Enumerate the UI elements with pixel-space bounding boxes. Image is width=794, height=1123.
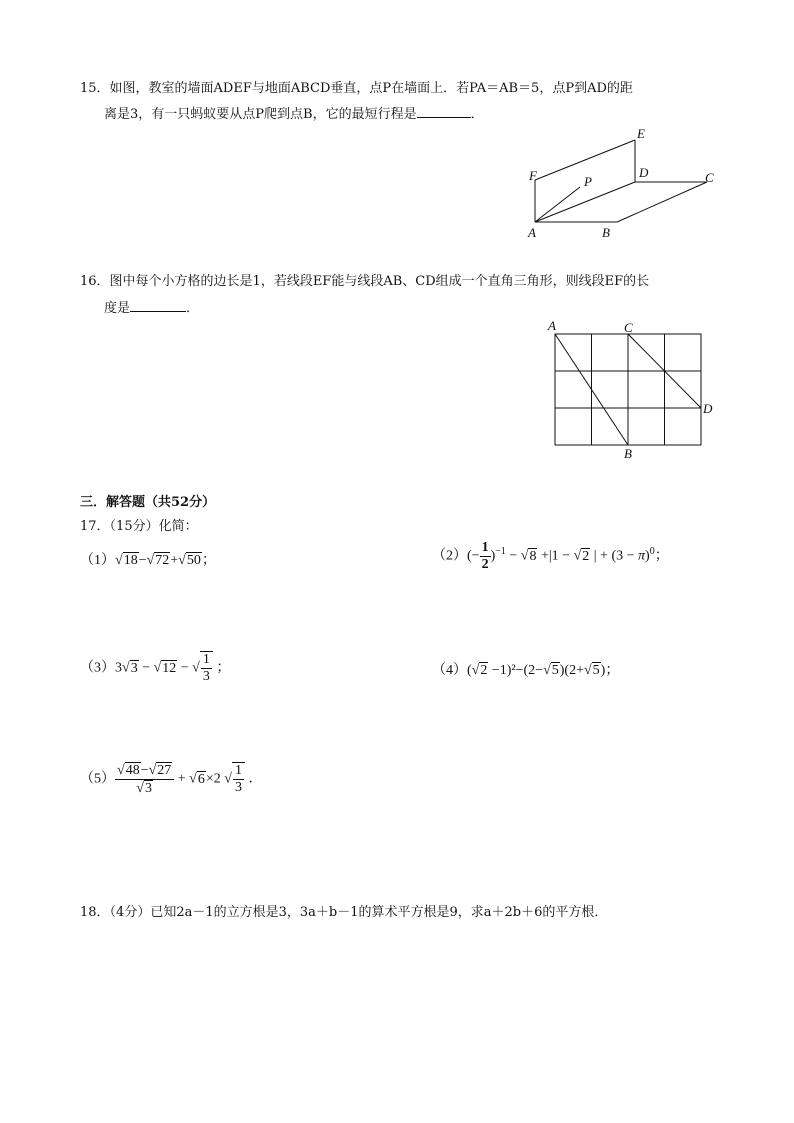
q17-part5: （5） $\frac{√48-√27}{√3}$ + √6×2 √ $\frac{1}{3}$ ． xyxy=(80,763,263,796)
q16-line2 xyxy=(104,297,199,316)
radicand: 3 xyxy=(130,660,138,676)
label-C: C xyxy=(624,320,633,335)
label-B: B xyxy=(624,446,632,461)
part-label: （4） xyxy=(432,663,467,678)
label-A: A xyxy=(548,318,556,333)
label-F: F xyxy=(529,168,537,183)
radicand: 5 xyxy=(592,663,600,678)
fraction: $\frac{1}{3}$ xyxy=(234,763,242,795)
fraction: $\frac{1}{3}$ xyxy=(202,652,210,684)
q17-part2: （2）(− $\frac{1}{2}$ )$^{-1}$ − √8 +|1 − √2 | + $(3 - \pi)^0$； xyxy=(432,540,669,572)
section-heading: 三．解答题（共52分） xyxy=(80,495,216,510)
q15-line2-end: ． xyxy=(470,107,484,122)
q17-part1: （1）√18−√72+√50； xyxy=(80,553,216,568)
q16-line2-end: ． xyxy=(186,301,200,316)
q18-text: 18．（4分）已知2a－1的立方根是3，3a＋b－1的算术平方根是9，求a＋2b＋6的平方根． xyxy=(80,905,608,920)
label-B: B xyxy=(602,225,610,240)
q15-line2-text: 离是3，有一只蚂蚁要从点P爬到点B，它的最短行程是 xyxy=(104,107,417,122)
label-D: D xyxy=(703,401,713,416)
segment-pa xyxy=(535,187,580,222)
radicand: 12 xyxy=(162,660,177,676)
exponent: −1 xyxy=(495,546,506,558)
radicand: 5 xyxy=(551,663,559,678)
label-E: E xyxy=(637,126,645,141)
part-label: （2） xyxy=(432,548,467,564)
q17-part3: （3）3√3 − √12 − √ $\frac{1}{3}$ ； xyxy=(80,652,231,684)
q15-line1: 15．如图，教室的墙面ADEF与地面ABCD垂直，点P在墙面上．若PA＝AB＝5，点P到AD的距 xyxy=(80,81,633,96)
label-C: C xyxy=(705,170,714,185)
part-label: （3） xyxy=(80,660,115,676)
answer-blank xyxy=(417,105,471,118)
punct: ； xyxy=(201,553,216,568)
part-label: （5） xyxy=(80,771,115,787)
q16-line2-text: 度是 xyxy=(104,301,131,316)
q15-line2 xyxy=(104,103,484,122)
q17-header: 17．（15分）化简： xyxy=(80,519,198,534)
radicand: 2 xyxy=(582,548,590,564)
q15-figure xyxy=(520,122,730,242)
q16-line1: 16．图中每个小方格的边长是1，若线段EF能与线段AB、CD组成一个直角三角形，则线段EF的长 xyxy=(80,274,650,289)
q16-grid-figure xyxy=(540,316,720,466)
edge-cb xyxy=(617,182,707,222)
radicand: 18 xyxy=(123,553,138,568)
part-label: （1） xyxy=(80,553,115,568)
fraction: $\frac{1}{2}$ xyxy=(481,540,489,572)
radicand: 50 xyxy=(186,553,201,568)
radicand: 6 xyxy=(197,771,205,787)
fraction: $\frac{√48-√27}{√3}$ xyxy=(115,762,174,797)
label-A: A xyxy=(528,225,536,240)
answer-blank xyxy=(130,299,186,312)
label-P: P xyxy=(584,174,592,189)
q17-part4: （4）(√2 −1)²−(2−√5)(2+√5)； xyxy=(432,663,620,678)
radicand: 2 xyxy=(480,663,488,678)
label-D: D xyxy=(639,165,649,180)
radicand: 72 xyxy=(155,553,170,568)
radicand: 8 xyxy=(529,548,537,564)
exponent: 0 xyxy=(649,546,655,558)
